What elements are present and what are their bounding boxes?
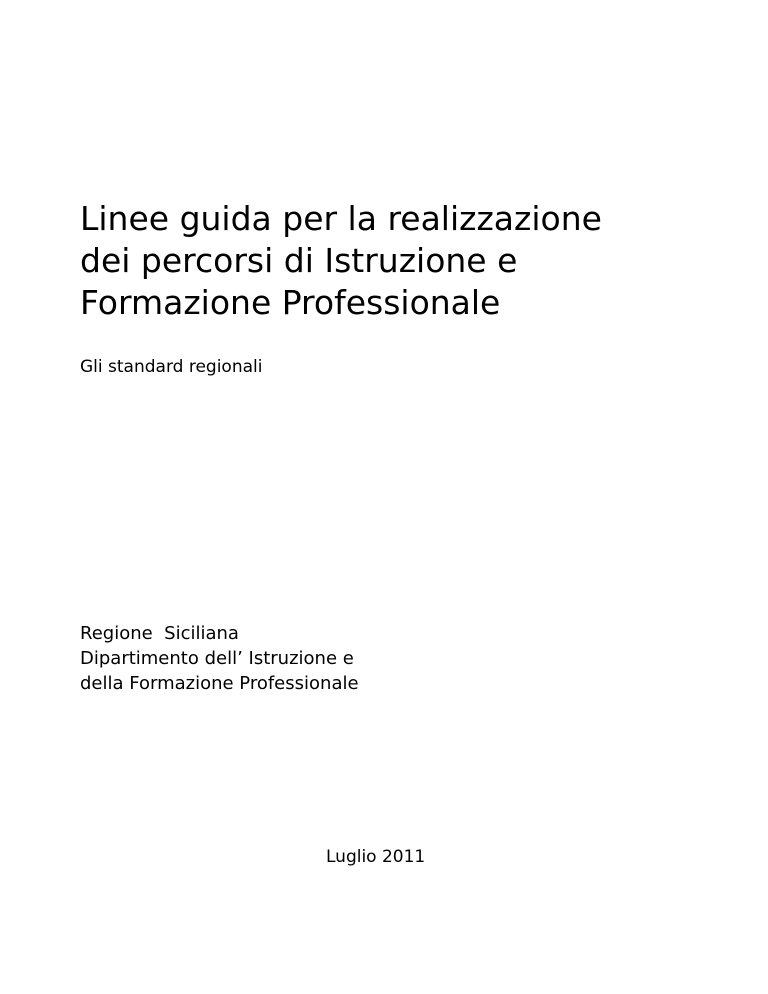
title-line-3: Formazione Professionale xyxy=(80,283,501,322)
title-line-1: Linee guida per la realizzazione xyxy=(80,199,602,238)
document-subtitle: Gli standard regionali xyxy=(80,357,263,377)
organization-line-3: della Formazione Professionale xyxy=(80,673,359,694)
organization-line-1: Regione Siciliana xyxy=(80,623,239,644)
document-title xyxy=(80,198,720,324)
title-line-2: dei percorsi di Istruzione e xyxy=(80,241,518,280)
organization-block xyxy=(80,621,680,696)
document-date: Luglio 2011 xyxy=(326,847,426,867)
organization-line-2: Dipartimento dell’ Istruzione e xyxy=(80,648,354,669)
